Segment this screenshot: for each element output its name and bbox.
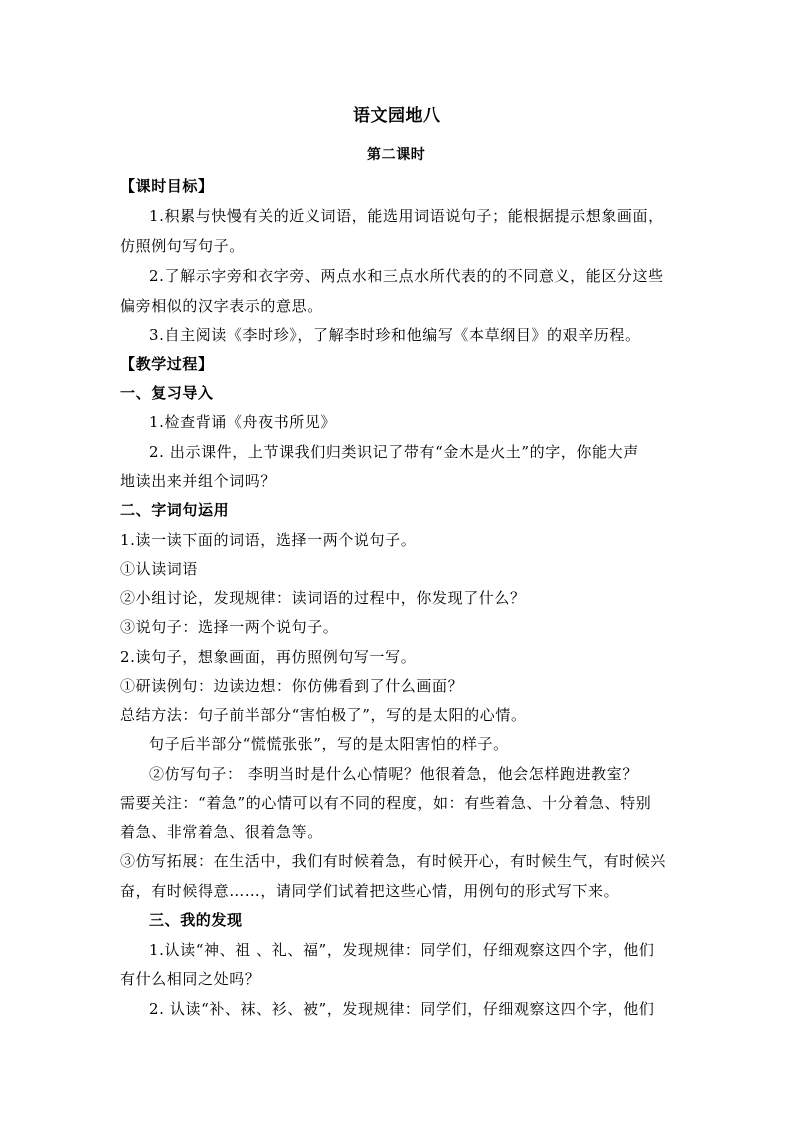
goal-2-line-1: 2.了解示字旁和衣字旁、两点水和三点水所代表的的不同意义，能区分这些 bbox=[149, 267, 664, 285]
section-heading-process: 【教学过程】 bbox=[120, 355, 214, 373]
part-2-extend-line-1: ③仿写拓展：在生活中，我们有时候着急，有时候开心，有时候生气，有时候兴 bbox=[120, 852, 667, 870]
part-2-note-line-1: 需要关注：“着急”的心情可以有不同的程度，如：有些着急、十分着急、特别 bbox=[120, 794, 652, 812]
part-2-item-1: 1.读一读下面的词语，选择一两个说句子。 bbox=[120, 531, 417, 549]
part-2-summary-line-1: 总结方法：句子前半部分“害怕极了”，写的是太阳的心情。 bbox=[120, 706, 527, 724]
part-2-summary-line-2: 句子后半部分“慌慌张张”，写的是太阳害怕的样子。 bbox=[149, 735, 509, 753]
part-2-extend-line-2: 奋，有时候得意……，请同学们试着把这些心情，用例句的形式写下来。 bbox=[120, 882, 620, 900]
goal-1-line-2: 仿照例句写句子。 bbox=[120, 237, 245, 255]
part-3-item-2-line-1: 2. 认读“补、袜、衫、被”，发现规律：同学们，仔细观察这四个字，他们 bbox=[149, 1000, 655, 1018]
part-2-step-1: ①认读词语 bbox=[120, 560, 199, 578]
lesson-subtitle: 第二课时 bbox=[367, 147, 426, 163]
part-1-item-2-line-2: 地读出来并组个词吗？ bbox=[120, 472, 277, 490]
part-2-note-line-2: 着急、非常着急、很着急等。 bbox=[120, 823, 323, 841]
part-2-step-2: ②小组讨论，发现规律：读词语的过程中，你发现了什么？ bbox=[120, 589, 526, 607]
goal-3: 3.自主阅读《李时珍》，了解李时珍和他编写《本草纲目》的艰辛历程。 bbox=[149, 326, 641, 344]
part-2-imitate: ②仿写句子： 李明当时是什么心情呢？他很着急，他会怎样跑进教室？ bbox=[149, 765, 638, 783]
goal-2-line-2: 偏旁相似的汉字表示的意思。 bbox=[120, 297, 323, 315]
document-title: 语文园地八 bbox=[353, 106, 441, 126]
part-3-item-1-line-2: 有什么相同之处吗？ bbox=[120, 970, 261, 988]
part-2-study-example: ①研读例句：边读边想：你仿佛看到了什么画面？ bbox=[120, 677, 464, 695]
part-2-step-3: ③说句子：选择一两个说句子。 bbox=[120, 618, 339, 636]
part-2-item-2: 2.读句子，想象画面，再仿照例句写一写。 bbox=[120, 648, 417, 666]
part-1-item-2-line-1: 2. 出示课件，上节课我们归类识记了带有“金木是火土”的字，你能大声 bbox=[149, 443, 639, 461]
part-2-heading: 二、字词句运用 bbox=[120, 501, 230, 519]
part-3-heading: 三、我的发现 bbox=[149, 911, 243, 929]
part-1-item-1: 1.检查背诵《舟夜书所见》 bbox=[149, 413, 337, 431]
part-3-item-1-line-1: 1.认读“神、祖 、礼、福”，发现规律：同学们，仔细观察这四个字，他们 bbox=[149, 941, 655, 959]
part-1-heading: 一、复习导入 bbox=[120, 384, 214, 402]
section-heading-goals: 【课时目标】 bbox=[120, 177, 214, 195]
goal-1-line-1: 1.积累与快慢有关的近义词语，能选用词语说句子；能根据提示想象画面， bbox=[149, 207, 664, 225]
